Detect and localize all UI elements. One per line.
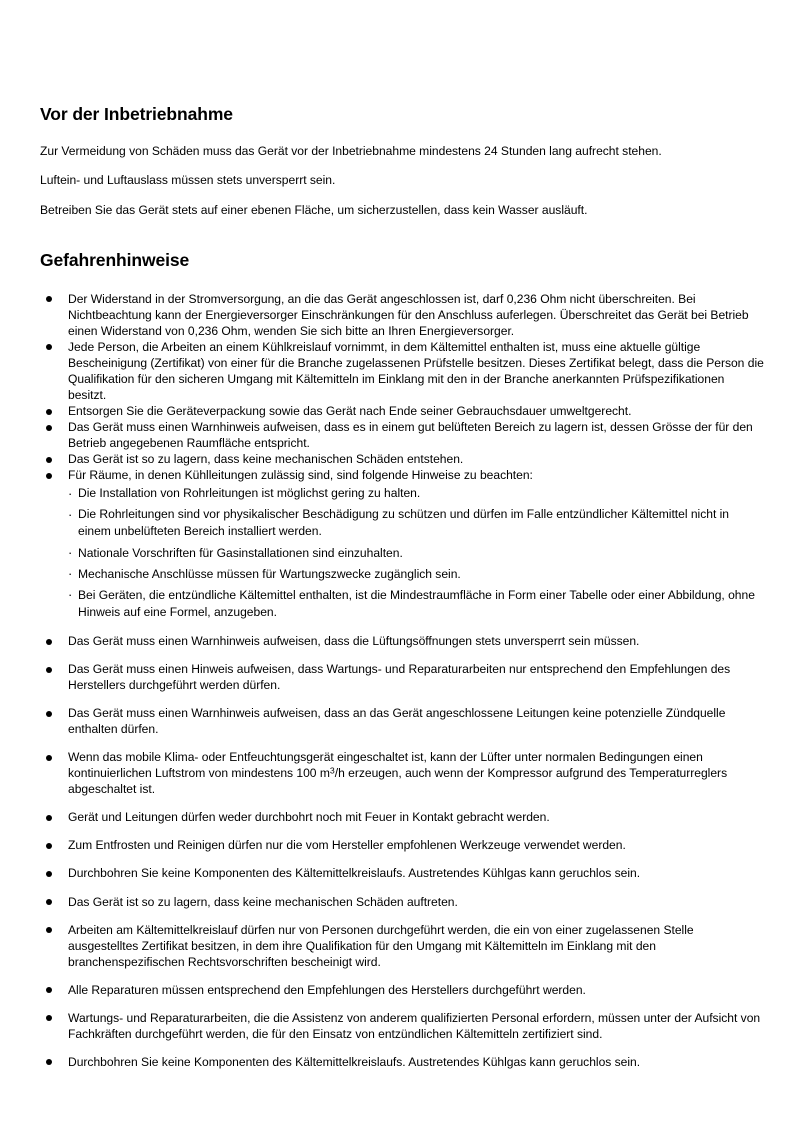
- list-item-text: Der Widerstand in der Stromversorgung, an die das Gerät angeschlossen ist, darf 0,236 Ohm nicht überschreiten. Bei Nichtbeachtung kann der Energieversorger Einschränkungen für den Anschluss auferlegen. Überschreitet das Gerät bei Betrieb einen Widerstand von 0,236 Ohm, wenden Sie sich bitte an Ihren Energieversorger.: [68, 291, 749, 338]
- sub-list-item-text: Mechanische Anschlüsse müssen für Wartungszwecke zugänglich sein.: [78, 566, 461, 581]
- cubic-meter-superscript: 3: [329, 766, 335, 777]
- list-item-text-after: /h erzeugen, auch wenn der Kompressor aufgrund des Temperaturreglers abgeschaltet ist.: [68, 766, 728, 797]
- sub-list-item: [68, 587, 765, 621]
- sub-list-item-text: Die Rohrleitungen sind vor physikalischer Beschädigung zu schützen und dürfen im Falle entzündlicher Kältemittel nicht in einem unbelüfteten Bereich installiert werden.: [78, 507, 729, 539]
- section-gefahrenhinweise: [40, 250, 765, 1070]
- list-item: [40, 451, 765, 467]
- sub-list-item-text: Bei Geräten, die entzündliche Kältemittel enthalten, ist die Mindestraumfläche in Form einer Tabelle oder einer Abbildung, ohne Hinweis auf eine Formel, anzugeben.: [78, 587, 755, 620]
- list-item: [40, 894, 765, 910]
- list-item-text: Das Gerät ist so zu lagern, dass keine mechanischen Schäden auftreten.: [68, 894, 458, 909]
- sub-list-item: [68, 545, 765, 562]
- sub-list-item: [68, 506, 765, 540]
- intro-paragraph: Betreiben Sie das Gerät stets auf einer ebenen Fläche, um sicherzustellen, dass kein Wasser ausläuft.: [40, 202, 588, 217]
- hazard-bullet-list: [40, 291, 765, 1070]
- list-item-text: Das Gerät muss einen Warnhinweis aufweisen, dass an das Gerät angeschlossene Leitungen keine potenzielle Zündquelle enthalten dürfen.: [68, 706, 726, 737]
- sub-bullet-list: [68, 485, 765, 621]
- list-item-text: Durchbohren Sie keine Komponenten des Kältemittelkreislaufs. Austretendes Kühlgas kann geruchlos sein.: [68, 1054, 641, 1069]
- section-heading-hazards: Gefahrenhinweise: [40, 249, 190, 270]
- list-item: [40, 837, 765, 853]
- list-item-text: Wartungs- und Reparaturarbeiten, die die Assistenz von anderem qualifizierten Personal erfordern, müssen unter der Aufsicht von Fachkräften durchgeführt werden, die für den Einsatz von entzündlichen Kältemitteln zertifiziert sind.: [68, 1010, 761, 1041]
- list-item: [40, 922, 765, 970]
- intro-paragraph: Luftein- und Luftauslass müssen stets unversperrt sein.: [40, 173, 336, 188]
- list-item: [40, 1010, 765, 1042]
- list-item-text: Das Gerät ist so zu lagern, dass keine mechanischen Schäden entstehen.: [68, 452, 464, 467]
- list-item: [40, 291, 765, 339]
- list-item: [40, 403, 765, 419]
- list-item: [40, 809, 765, 825]
- sub-list-item-text: Nationale Vorschriften für Gasinstallationen sind einzuhalten.: [78, 545, 403, 560]
- list-item-text: Jede Person, die Arbeiten an einem Kühlkreislauf vornimmt, in dem Kältemittel enthalten ist, muss eine aktuelle gültige Bescheinigung (Zertifikat) von einer für die Branche zugelassenen Prüfstelle besitzen. Dieses Zertifikat belegt, dass die Person die Qualifikation für den sicheren Umgang mit Kältemitteln im Einklang mit den in der Branche anerkannten Prüfspezifikationen besitzt.: [68, 339, 764, 403]
- page-title: Vor der Inbetriebnahme: [40, 104, 233, 124]
- list-item: [40, 865, 765, 881]
- list-item-text-before: Wenn das mobile Klima- oder Entfeuchtungsgerät eingeschaltet ist, kann der Lüfter unter normalen Bedingungen einen kontinuierlichen Luftstrom von mindestens 100 m: [68, 750, 703, 781]
- list-item: [40, 1054, 765, 1070]
- list-item-airflow: [40, 749, 765, 797]
- sub-list-item: [68, 485, 765, 502]
- list-item-text: Das Gerät muss einen Hinweis aufweisen, dass Wartungs- und Reparaturarbeiten nur entsprechend den Empfehlungen des Herstellers durchgeführt werden dürfen.: [68, 662, 731, 693]
- list-item-text: Zum Entfrosten und Reinigen dürfen nur die vom Hersteller empfohlenen Werkzeuge verwendet werden.: [68, 838, 626, 853]
- sub-list-item-text: Die Installation von Rohrleitungen ist möglichst gering zu halten.: [78, 486, 421, 501]
- list-item-rooms: [40, 467, 765, 621]
- intro-paragraph: Zur Vermeidung von Schäden muss das Gerät vor der Inbetriebnahme mindestens 24 Stunden lang aufrecht stehen.: [40, 144, 662, 158]
- sub-list-item: [68, 566, 765, 583]
- list-item-text: Das Gerät muss einen Warnhinweis aufweisen, dass es in einem gut belüfteten Bereich zu lagern ist, dessen Grösse der für den Betrieb angegebenen Raumfläche entspricht.: [68, 420, 753, 451]
- list-item: [40, 339, 765, 403]
- section-vor-der-inbetriebnahme: [40, 104, 765, 218]
- list-item: [40, 419, 765, 451]
- list-item: [40, 633, 765, 649]
- list-item-text: Gerät und Leitungen dürfen weder durchbohrt noch mit Feuer in Kontakt gebracht werden.: [68, 810, 550, 825]
- list-item-text: Das Gerät muss einen Warnhinweis aufweisen, dass die Lüftungsöffnungen stets unversperrt sein müssen.: [68, 634, 640, 649]
- list-item-text: Für Räume, in denen Kühlleitungen zulässig sind, sind folgende Hinweise zu beachten:: [68, 468, 533, 483]
- list-item: [40, 705, 765, 737]
- list-item-text: Alle Reparaturen müssen entsprechend den Empfehlungen des Herstellers durchgeführt werden.: [68, 982, 586, 997]
- list-item-text: Durchbohren Sie keine Komponenten des Kältemittelkreislaufs. Austretendes Kühlgas kann geruchlos sein.: [68, 866, 641, 881]
- list-item: [40, 661, 765, 693]
- list-item-text: Arbeiten am Kältemittelkreislauf dürfen nur von Personen durchgeführt werden, die ein von einer zugelassenen Stelle ausgestelltes Zertifikat besitzen, in dem ihre Qualifikation für den Umgang mit Kältemitteln im Einklang mit den branchenspezifischen Rechtsvorschriften bescheinigt wird.: [68, 922, 694, 969]
- list-item-text: Entsorgen Sie die Geräteverpackung sowie das Gerät nach Ende seiner Gebrauchsdauer umweltgerecht.: [68, 404, 632, 419]
- list-item: [40, 982, 765, 998]
